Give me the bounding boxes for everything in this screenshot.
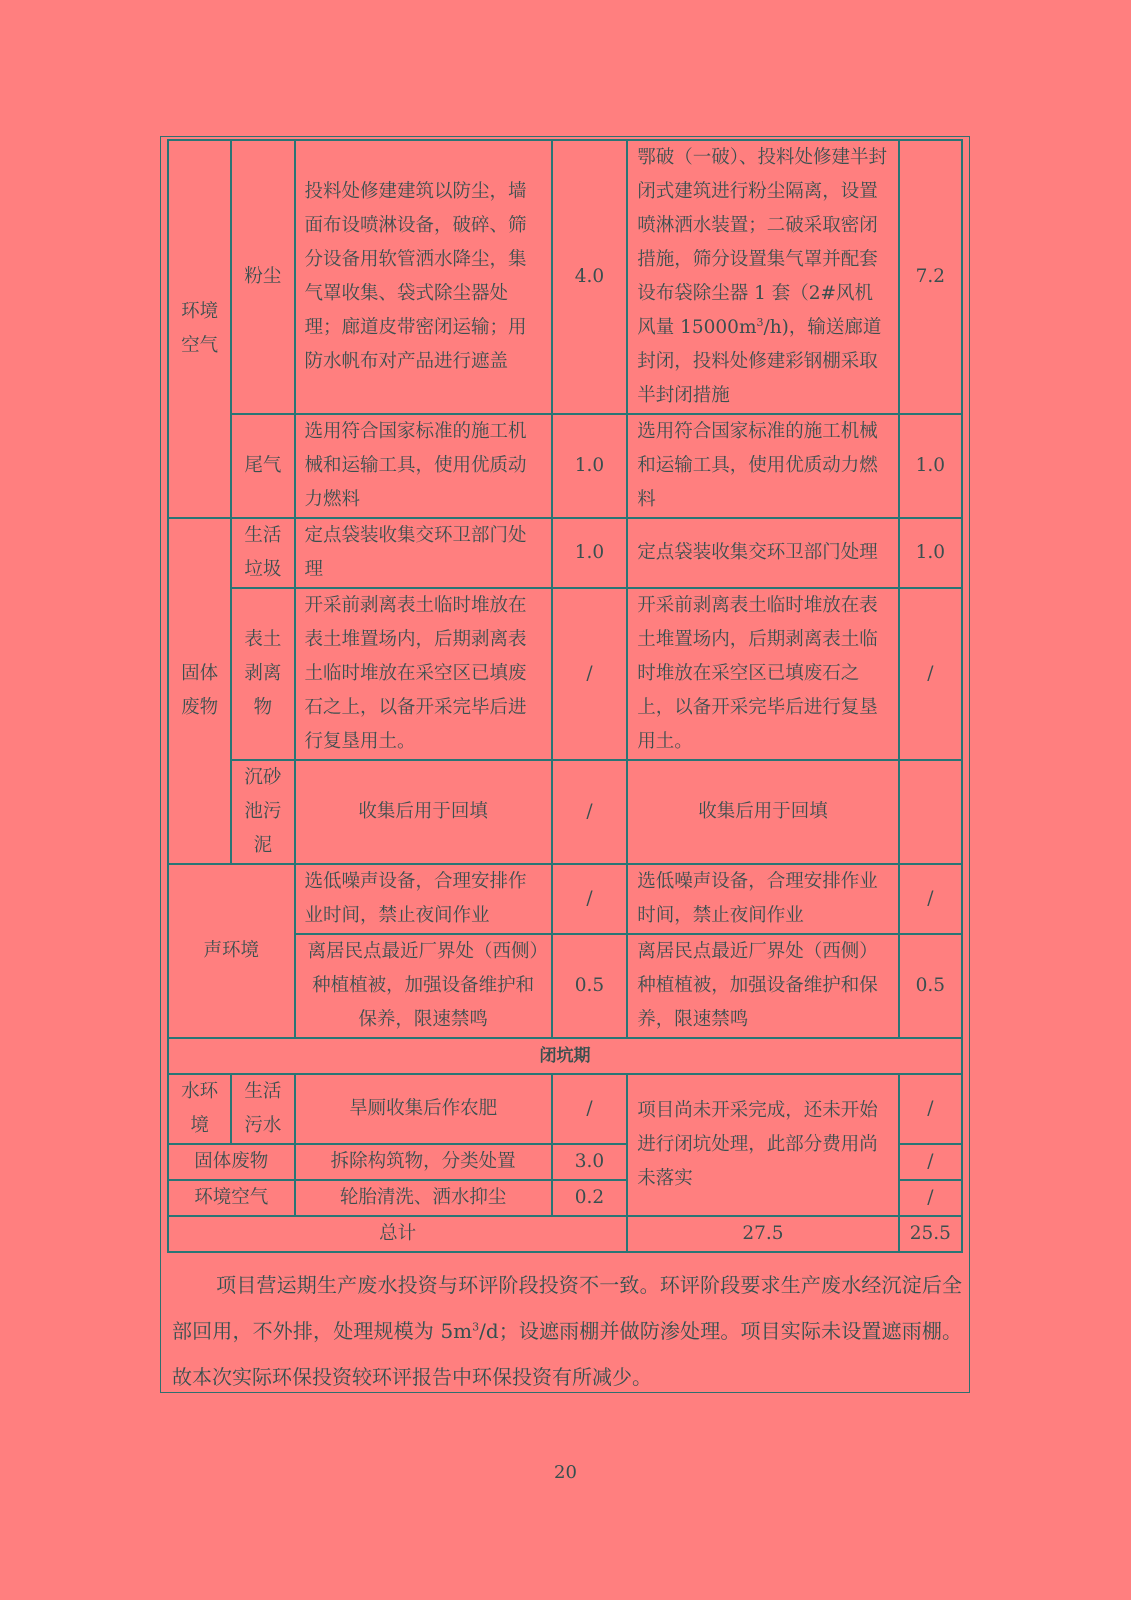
closure-water-measure: 旱厕收集后作农肥: [295, 1074, 552, 1144]
closure-solid-invest: 3.0: [552, 1144, 628, 1180]
explanation-paragraph: 项目营运期生产废水投资与环评阶段投资不一致。环评阶段要求生产废水经沉淀后全部回用，不外排，处理规模为 $5m^3/d$；设遮雨棚并做防渗处理。项目实际未设置遮雨棚。故本次实际环保投资较环评报告中环保投资有所减少。: [172, 1273, 963, 1389]
env-investment-table: [167, 139, 963, 1253]
actual-invest-topsoil: /: [899, 588, 962, 760]
table-row: [168, 864, 962, 934]
eia-measure-topsoil: 开采前剥离表土临时堆放在表土堆置场内，后期剥离表土临时堆放在采空区已填废石之上，以备开采完毕后进行复垦用土。: [295, 588, 552, 760]
closure-header: 闭坑期: [168, 1038, 962, 1074]
closure-water-actual-invest: /: [899, 1074, 962, 1144]
item-garbage: 生活垃圾: [231, 518, 294, 588]
item-topsoil: 表土剥离物: [231, 588, 294, 760]
item-sludge: 沉砂池污泥: [231, 760, 294, 864]
closure-air-actual-invest: /: [899, 1180, 962, 1216]
eia-measure-noise-1: 选低噪声设备，合理安排作业时间，禁止夜间作业: [295, 864, 552, 934]
category-solid: 固体废物: [168, 518, 231, 864]
eia-invest-exhaust: 1.0: [552, 414, 628, 518]
item-exhaust: 尾气: [231, 414, 294, 518]
actual-invest-sludge: [899, 760, 962, 864]
total-label: 总计: [168, 1216, 627, 1252]
closure-air-invest: 0.2: [552, 1180, 628, 1216]
eia-measure-dust: 投料处修建建筑以防尘，墙面布设喷淋设备，破碎、筛分设备用软管洒水降尘，集气罩收集、袋式除尘器处理；廊道皮带密闭运输；用防水帆布对产品进行遮盖: [295, 140, 552, 414]
table-row: [168, 588, 962, 760]
item-dust: 粉尘: [231, 140, 294, 414]
closure-air-measure: 轮胎清洗、洒水抑尘: [295, 1180, 552, 1216]
table-row: [168, 1038, 962, 1074]
table-row: [168, 414, 962, 518]
closure-solid-category: 固体废物: [168, 1144, 295, 1180]
eia-measure-garbage: 定点袋装收集交环卫部门处理: [295, 518, 552, 588]
total-eia: 27.5: [627, 1216, 898, 1252]
page-number: 20: [554, 1462, 577, 1483]
actual-measure-noise-2: 离居民点最近厂界处（西侧）种植植被，加强设备维护和保养，限速禁鸣: [627, 934, 898, 1038]
closure-air-category: 环境空气: [168, 1180, 295, 1216]
category-air: 环境空气: [168, 140, 231, 518]
eia-invest-noise-1: /: [552, 864, 628, 934]
actual-measure-dust: 鄂破（一破）、投料处修建半封闭式建筑进行粉尘隔离，设置喷淋洒水装置；二破采取密闭措施，筛分设置集气罩并配套设布袋除尘器 1 套（2#风机风量 $15000m^3/h$)，输送廊道封闭，投料处修建彩钢棚采取半封闭措施: [627, 140, 898, 414]
actual-invest-noise-2: 0.5: [899, 934, 962, 1038]
actual-invest-noise-1: /: [899, 864, 962, 934]
closure-water-category: 水环境: [168, 1074, 231, 1144]
actual-measure-sludge: 收集后用于回填: [627, 760, 898, 864]
actual-invest-garbage: 1.0: [899, 518, 962, 588]
closure-actual-measure: 项目尚未开采完成，还未开始进行闭坑处理，此部分费用尚未落实: [627, 1074, 898, 1216]
eia-invest-topsoil: /: [552, 588, 628, 760]
table-row: [168, 140, 962, 414]
closure-water-invest: /: [552, 1074, 628, 1144]
total-actual: 25.5: [899, 1216, 962, 1252]
table-row: [168, 1216, 962, 1252]
category-noise: 声环境: [168, 864, 295, 1038]
table-row: [168, 518, 962, 588]
actual-measure-exhaust: 选用符合国家标准的施工机械和运输工具，使用优质动力燃料: [627, 414, 898, 518]
eia-invest-dust: 4.0: [552, 140, 628, 414]
actual-invest-dust: 7.2: [899, 140, 962, 414]
actual-measure-noise-1: 选低噪声设备，合理安排作业时间，禁止夜间作业: [627, 864, 898, 934]
actual-measure-garbage: 定点袋装收集交环卫部门处理: [627, 518, 898, 588]
eia-measure-exhaust: 选用符合国家标准的施工机械和运输工具，使用优质动力燃料: [295, 414, 552, 518]
closure-solid-measure: 拆除构筑物，分类处置: [295, 1144, 552, 1180]
eia-measure-noise-2: 离居民点最近厂界处（西侧）种植植被，加强设备维护和保养，限速禁鸣: [295, 934, 552, 1038]
actual-invest-exhaust: 1.0: [899, 414, 962, 518]
table-row: [168, 760, 962, 864]
eia-invest-sludge: /: [552, 760, 628, 864]
eia-invest-garbage: 1.0: [552, 518, 628, 588]
eia-measure-sludge: 收集后用于回填: [295, 760, 552, 864]
closure-solid-actual-invest: /: [899, 1144, 962, 1180]
closure-water-item: 生活污水: [231, 1074, 294, 1144]
table-row: [168, 1074, 962, 1144]
actual-measure-topsoil: 开采前剥离表土临时堆放在表土堆置场内，后期剥离表土临时堆放在采空区已填废石之上，以备开采完毕后进行复垦用土。: [627, 588, 898, 760]
eia-invest-noise-2: 0.5: [552, 934, 628, 1038]
